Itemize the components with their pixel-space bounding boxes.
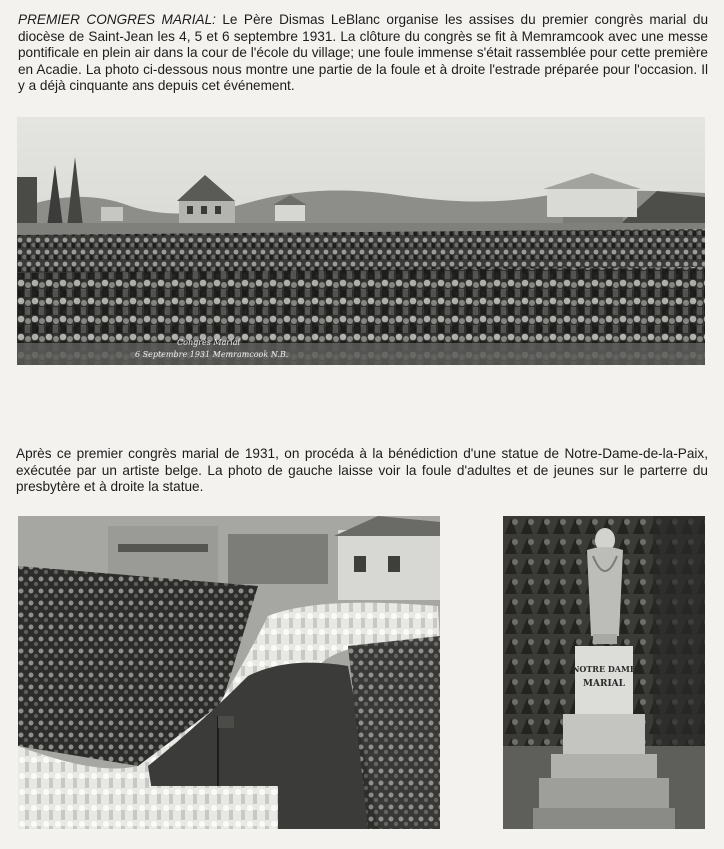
- intro-body-text: Le Père Dismas LeBlanc organise les assises du premier congrès marial du diocèse de Saint-Jean les 4, 5 et 6 septembre 1931. La clôture du congrès se fit à Memramcook avec une messe pontificale en plein air dans la cour de l'école du village; une foule immense s'était rassemblée pour cette première en Acadie. La photo ci-dessous nous montre une partie de la foule et à droite l'estrade préparée pour l'occasion. Il y a déjà cinquante ans depuis cet événement.: [18, 12, 709, 94]
- congress-crowd-panorama-photo: [17, 117, 705, 365]
- plaque-line1: NOTRE DAME: [572, 664, 636, 674]
- intro-paragraph: [18, 12, 708, 95]
- photo1-caption-line1: Congrès Marial: [177, 338, 241, 347]
- presbytery-crowd-photo: [18, 516, 440, 829]
- statue-paragraph: Après ce premier congrès marial de 1931, on procéda à la bénédiction d'une statue de Notre-Dame-de-la-Paix, exécutée par un artiste belge. La photo de gauche laisse voir la foule d'adultes et de jeunes sur le parterre du presbytère et à droite la statue.: [16, 446, 708, 495]
- notre-dame-statue-photo: [503, 516, 705, 829]
- section-lead-title: PREMIER CONGRES MARIAL:: [18, 12, 216, 27]
- plaque-line2: MARIAL: [583, 679, 625, 689]
- photo1-caption-line2: 6 Septembre 1931 Memramcook N.B.: [135, 350, 289, 359]
